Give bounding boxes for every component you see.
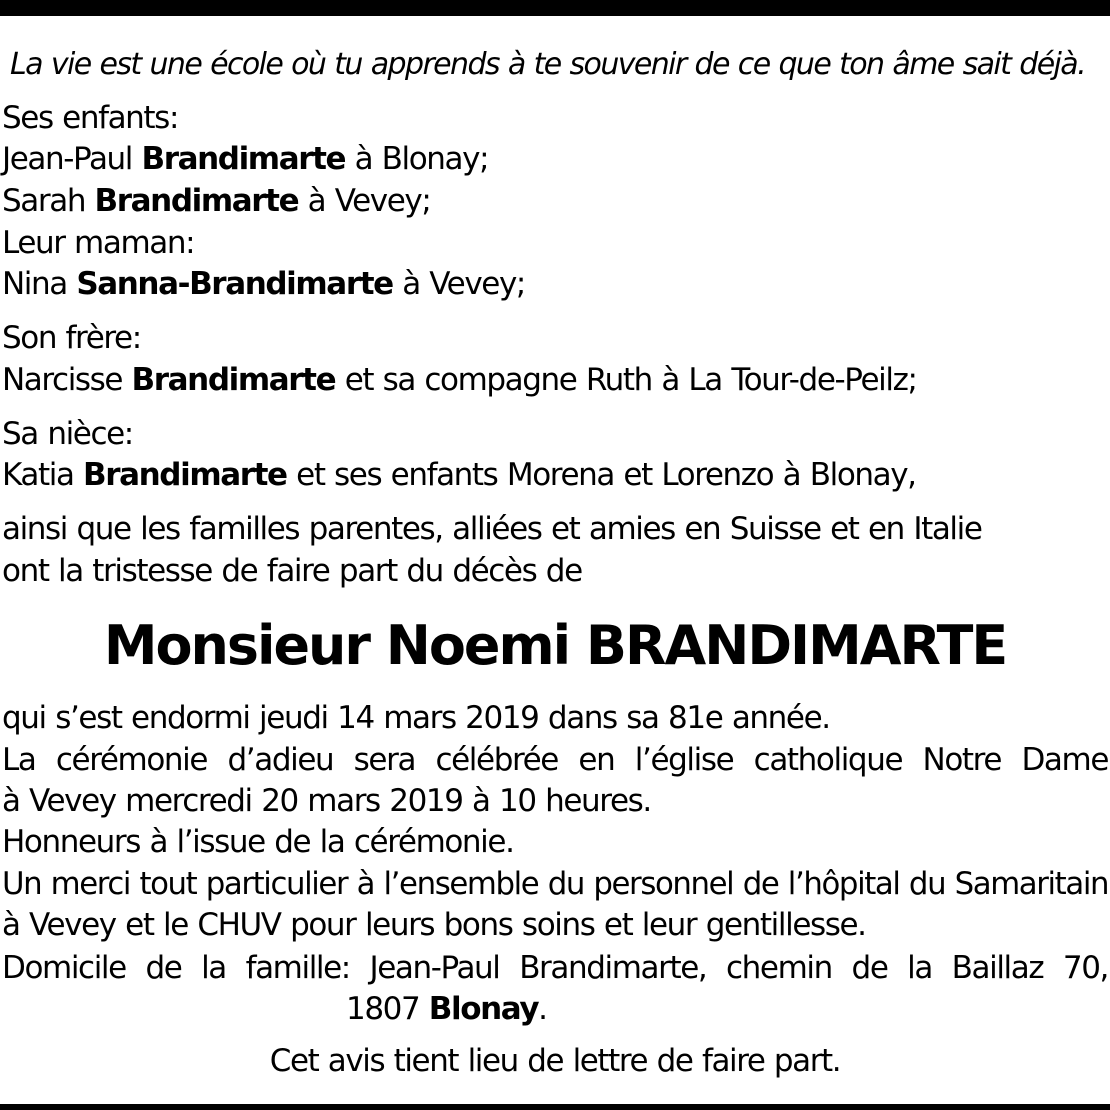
niece-heading: Sa nièce: — [2, 416, 133, 452]
announcement-line: ont la tristesse de faire part du décès de — [2, 553, 582, 589]
brother-heading: Son frère: — [2, 320, 141, 356]
surname: Sanna-Brandimarte — [76, 266, 393, 302]
ceremony-date-line: à Vevey mercredi 20 mars 2019 à 10 heures. — [2, 783, 651, 819]
place: à Vevey; — [298, 183, 431, 219]
children-heading: Ses enfants: — [2, 100, 178, 136]
mother-line — [2, 264, 525, 304]
ceremony-line: La cérémonie d’adieu sera célébrée en l’église catholique Notre Dame — [2, 742, 1108, 778]
brother-line — [2, 360, 917, 400]
closing-note: Cet avis tient lieu de lettre de faire part. — [269, 1043, 841, 1079]
first-name: Narcisse — [2, 362, 132, 398]
address-end: . — [538, 991, 547, 1027]
death-date-line: qui s’est endormi jeudi 14 mars 2019 dans sa 81e année. — [2, 700, 830, 736]
opening-quote: La vie est une école où tu apprends à te souvenir de ce que ton âme sait déjà. — [10, 47, 1086, 82]
first-name: Katia — [2, 457, 83, 493]
town: Blonay — [428, 991, 539, 1027]
bottom-rule — [0, 1104, 1110, 1110]
families-line: ainsi que les familles parentes, alliées et amies en Suisse et en Italie — [2, 511, 982, 547]
first-name: Sarah — [2, 183, 95, 219]
deceased-name: Monsieur Noemi BRANDIMARTE — [103, 614, 1007, 677]
child-line — [2, 139, 488, 179]
family-address-line: Domicile de la famille: Jean-Paul Brandimarte, chemin de la Baillaz 70, — [2, 950, 1108, 986]
child-line — [2, 181, 430, 221]
mother-heading: Leur maman: — [2, 225, 195, 261]
surname: Brandimarte — [94, 183, 299, 219]
surname: Brandimarte — [141, 141, 346, 177]
family-address-town — [346, 989, 547, 1029]
place: et ses enfants Morena et Lorenzo à Blonay, — [286, 457, 916, 493]
first-name: Nina — [2, 266, 77, 302]
place: à Vevey; — [392, 266, 525, 302]
top-rule — [0, 0, 1110, 16]
thanks-line-continued: à Vevey et le CHUV pour leurs bons soins et leur gentillesse. — [2, 907, 866, 943]
niece-line — [2, 455, 916, 495]
place: et sa compagne Ruth à La Tour-de-Peilz; — [335, 362, 917, 398]
surname: Brandimarte — [83, 457, 287, 493]
thanks-line: Un merci tout particulier à l’ensemble du personnel de l’hôpital du Samaritain — [2, 866, 1109, 902]
honours-line: Honneurs à l’issue de la cérémonie. — [2, 824, 514, 860]
first-name: Jean-Paul — [2, 141, 142, 177]
postcode: 1807 — [346, 991, 429, 1027]
place: à Blonay; — [345, 141, 489, 177]
surname: Brandimarte — [131, 362, 336, 398]
